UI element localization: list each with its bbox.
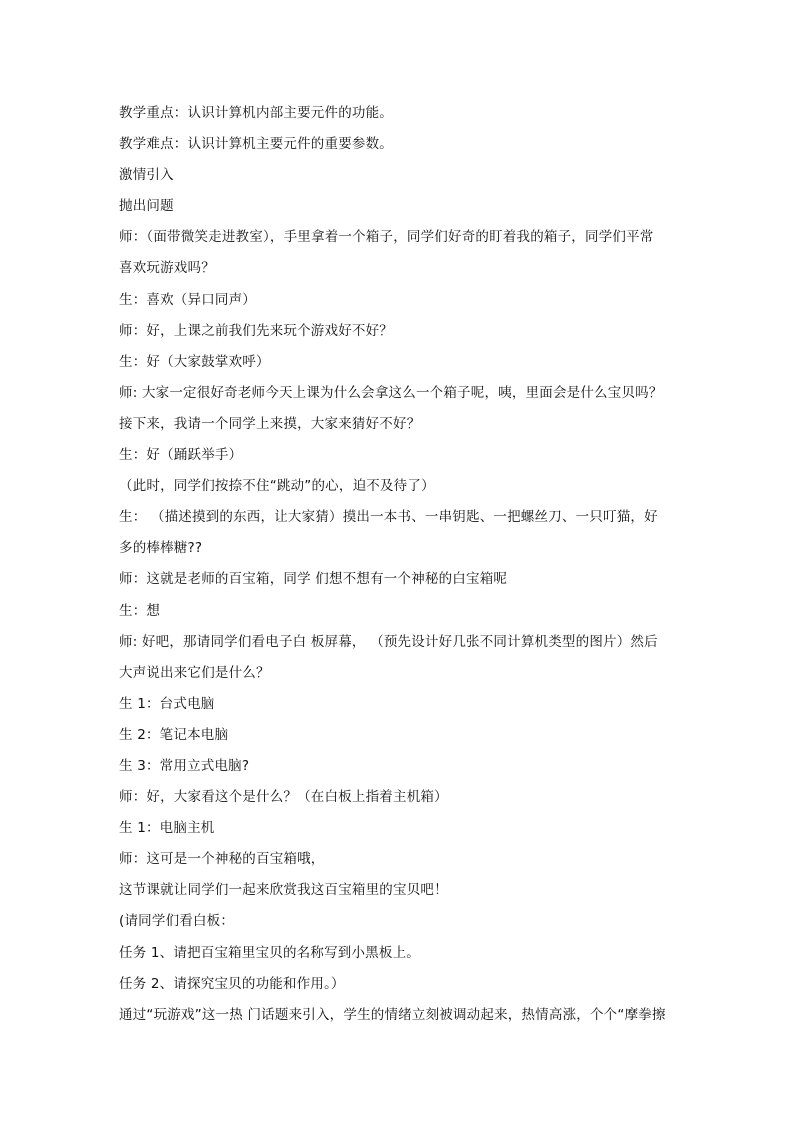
- text-line: 师: 好吧，那请同学们看电子白 板屏幕， （预先设计好几张不同计算机类型的图片）然后: [119, 633, 658, 650]
- text-line: 生 1：台式电脑: [119, 695, 215, 712]
- text-line: 任务 1、请把百宝箱里宝贝的名称写到小黑板上。: [119, 944, 420, 961]
- text-line: 通过“玩游戏”这一热 门话题来引入，学生的情绪立刻被调动起来，热情高涨，个个“摩拳擦: [119, 1006, 666, 1023]
- text-line: 师: 大家一定很好奇老师今天上课为什么会拿这么一个箱子呢，咦，里面会是什么宝贝吗？: [119, 384, 663, 401]
- text-line: 生：想: [119, 602, 161, 619]
- text-line: 师：（面带微笑走进教室），手里拿着一个箱子，同学们好奇的盯着我的箱子，同学们平常: [119, 229, 654, 246]
- text-line: 生：好（大家鼓掌欢呼）: [119, 353, 270, 370]
- text-line: 喜欢玩游戏吗？: [119, 260, 215, 277]
- text-line: 师：这可是一个神秘的百宝箱哦，: [119, 851, 325, 868]
- text-line: 师：好，上课之前我们先来玩个游戏好不好？: [119, 322, 393, 339]
- text-line: 多的棒棒糖??: [119, 540, 203, 557]
- text-line: 生： （描述摸到的东西，让大家猜）摸出一本书、一串钥匙、一把螺丝刀、一只叮猫，好: [119, 509, 658, 526]
- text-line: 生 3：常用立式电脑?: [119, 757, 250, 774]
- text-line: 教学重点：认识计算机内部主要元件的功能。: [119, 105, 393, 121]
- text-line: 教学难点：认识计算机主要元件的重要参数。: [119, 136, 393, 153]
- text-line: 接下来，我请一个同学上来摸，大家来猜好不好？: [119, 415, 421, 432]
- text-line: 这节课就让同学们一起来欣赏我这百宝箱里的宝贝吧！: [119, 882, 448, 899]
- document-body: [119, 98, 677, 1031]
- text-line: 抛出问题: [119, 198, 174, 215]
- text-line: 师：这就是老师的百宝箱，同学 们想不想有一个神秘的白宝箱呢: [119, 571, 508, 588]
- text-line: 生 1：电脑主机: [119, 820, 215, 837]
- text-line: 师：好，大家看这个是什么？（在白板上指着主机箱）: [119, 789, 448, 806]
- text-line: （此时，同学们按捺不住“跳动”的心，迫不及待了）: [119, 478, 435, 495]
- text-line: (请同学们看白板：: [119, 913, 235, 930]
- text-line: 激情引入: [119, 167, 174, 184]
- text-line: 任务 2、请探究宝贝的功能和作用。）: [119, 975, 345, 992]
- text-line: 生：好（踊跃举手）: [119, 447, 243, 464]
- text-line: 大声说出来它们是什么？: [119, 664, 270, 681]
- text-line: 生 2：笔记本电脑: [119, 726, 229, 743]
- text-line: 生：喜欢（异口同声）: [119, 291, 256, 308]
